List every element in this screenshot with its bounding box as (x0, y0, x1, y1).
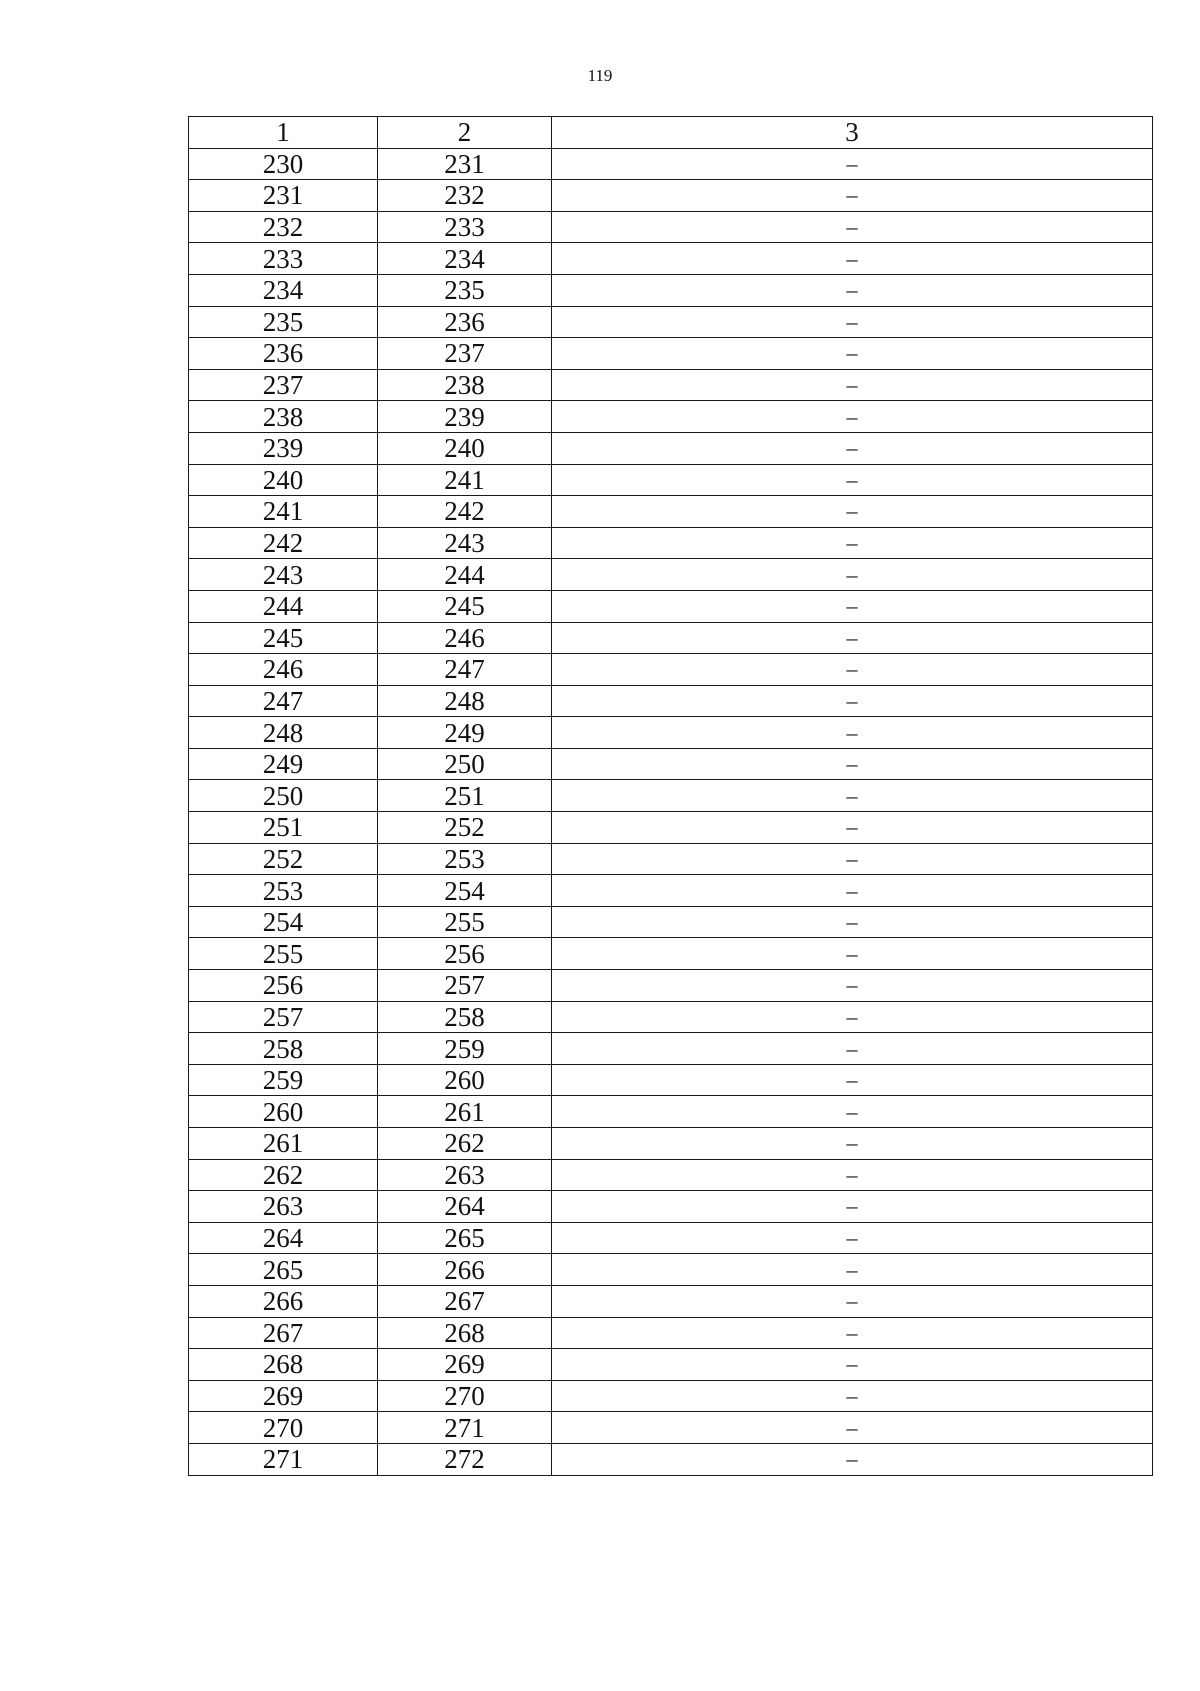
table-cell-col-3: – (552, 780, 1153, 812)
table-cell-col-3: – (552, 274, 1153, 306)
column-header-2: 2 (378, 117, 552, 149)
table-cell-col-3: – (552, 1191, 1153, 1223)
table-cell-col-2: 244 (378, 559, 552, 591)
table-cell-col-1: 262 (189, 1159, 378, 1191)
table-cell-col-2: 262 (378, 1128, 552, 1160)
table-cell-col-3: – (552, 970, 1153, 1002)
table-cell-col-2: 251 (378, 780, 552, 812)
table-cell-col-3: – (552, 1128, 1153, 1160)
table-cell-col-3: – (552, 938, 1153, 970)
table-cell-col-3: – (552, 1001, 1153, 1033)
table-row (189, 1222, 1153, 1254)
table-row (189, 1349, 1153, 1381)
table-row (189, 1443, 1153, 1475)
table-cell-col-3: – (552, 496, 1153, 528)
table-cell-col-1: 266 (189, 1285, 378, 1317)
table-cell-col-1: 271 (189, 1443, 378, 1475)
data-table (188, 116, 1153, 1476)
table-cell-col-2: 236 (378, 306, 552, 338)
table-row (189, 369, 1153, 401)
table-cell-col-1: 251 (189, 812, 378, 844)
table-cell-col-3: – (552, 1380, 1153, 1412)
table-cell-col-1: 240 (189, 464, 378, 496)
table-row (189, 401, 1153, 433)
table-cell-col-1: 260 (189, 1096, 378, 1128)
table-cell-col-2: 265 (378, 1222, 552, 1254)
table-cell-col-3: – (552, 906, 1153, 938)
table-cell-col-2: 255 (378, 906, 552, 938)
table-cell-col-2: 237 (378, 338, 552, 370)
table-cell-col-3: – (552, 369, 1153, 401)
table-cell-col-1: 244 (189, 590, 378, 622)
table-cell-col-2: 259 (378, 1033, 552, 1065)
table-cell-col-1: 255 (189, 938, 378, 970)
table-row (189, 243, 1153, 275)
table-cell-col-2: 254 (378, 875, 552, 907)
table-cell-col-3: – (552, 148, 1153, 180)
table-cell-col-3: – (552, 1064, 1153, 1096)
table-row (189, 685, 1153, 717)
table-row (189, 148, 1153, 180)
table-cell-col-2: 267 (378, 1285, 552, 1317)
table-row (189, 970, 1153, 1002)
table-cell-col-2: 238 (378, 369, 552, 401)
table-cell-col-1: 249 (189, 748, 378, 780)
table-cell-col-1: 239 (189, 432, 378, 464)
table-cell-col-3: – (552, 1254, 1153, 1286)
table-cell-col-2: 272 (378, 1443, 552, 1475)
page-number: 119 (587, 66, 613, 85)
table-cell-col-3: – (552, 685, 1153, 717)
table-row (189, 1254, 1153, 1286)
table-row (189, 1001, 1153, 1033)
table-cell-col-2: 269 (378, 1349, 552, 1381)
table-cell-col-1: 268 (189, 1349, 378, 1381)
table-cell-col-3: – (552, 464, 1153, 496)
table-row (189, 1412, 1153, 1444)
table-row (189, 1064, 1153, 1096)
table-row (189, 906, 1153, 938)
column-header-1: 1 (189, 117, 378, 149)
table-cell-col-1: 247 (189, 685, 378, 717)
table-row (189, 717, 1153, 749)
table-cell-col-3: – (552, 1033, 1153, 1065)
table-cell-col-3: – (552, 401, 1153, 433)
table-cell-col-1: 237 (189, 369, 378, 401)
table-cell-col-1: 269 (189, 1380, 378, 1412)
table-cell-col-1: 248 (189, 717, 378, 749)
table-cell-col-2: 268 (378, 1317, 552, 1349)
table-cell-col-1: 232 (189, 211, 378, 243)
table-cell-col-2: 233 (378, 211, 552, 243)
table-cell-col-3: – (552, 211, 1153, 243)
table-cell-col-1: 231 (189, 180, 378, 212)
table-cell-col-3: – (552, 875, 1153, 907)
table-row (189, 748, 1153, 780)
table-row (189, 306, 1153, 338)
table-cell-col-3: – (552, 180, 1153, 212)
table-row (189, 780, 1153, 812)
table-row (189, 843, 1153, 875)
table-cell-col-1: 246 (189, 654, 378, 686)
table-cell-col-1: 267 (189, 1317, 378, 1349)
table-cell-col-2: 253 (378, 843, 552, 875)
table-row (189, 180, 1153, 212)
table-cell-col-3: – (552, 559, 1153, 591)
table-cell-col-2: 239 (378, 401, 552, 433)
table-cell-col-3: – (552, 843, 1153, 875)
table-cell-col-1: 241 (189, 496, 378, 528)
table-cell-col-2: 235 (378, 274, 552, 306)
table-cell-col-1: 253 (189, 875, 378, 907)
table-cell-col-3: – (552, 748, 1153, 780)
table-cell-col-1: 265 (189, 1254, 378, 1286)
table-cell-col-1: 235 (189, 306, 378, 338)
table-row (189, 1128, 1153, 1160)
column-header-3: 3 (552, 117, 1153, 149)
table-cell-col-2: 250 (378, 748, 552, 780)
table-cell-col-1: 264 (189, 1222, 378, 1254)
table-cell-col-3: – (552, 1159, 1153, 1191)
table-cell-col-1: 236 (189, 338, 378, 370)
table-cell-col-2: 245 (378, 590, 552, 622)
table-cell-col-1: 243 (189, 559, 378, 591)
table-row (189, 1317, 1153, 1349)
table-cell-col-2: 252 (378, 812, 552, 844)
table-row (189, 496, 1153, 528)
table-cell-col-1: 252 (189, 843, 378, 875)
table-cell-col-2: 271 (378, 1412, 552, 1444)
table-row (189, 938, 1153, 970)
table-cell-col-1: 258 (189, 1033, 378, 1065)
table-cell-col-3: – (552, 812, 1153, 844)
table-cell-col-3: – (552, 717, 1153, 749)
table-row (189, 1159, 1153, 1191)
table-cell-col-2: 243 (378, 527, 552, 559)
table-cell-col-3: – (552, 1285, 1153, 1317)
table-cell-col-2: 263 (378, 1159, 552, 1191)
table-cell-col-1: 242 (189, 527, 378, 559)
table-cell-col-2: 249 (378, 717, 552, 749)
table-cell-col-3: – (552, 306, 1153, 338)
table-cell-col-3: – (552, 1222, 1153, 1254)
table-row (189, 559, 1153, 591)
table-cell-col-1: 250 (189, 780, 378, 812)
table-cell-col-1: 256 (189, 970, 378, 1002)
table-row (189, 432, 1153, 464)
table-cell-col-2: 240 (378, 432, 552, 464)
table-row (189, 464, 1153, 496)
table-cell-col-1: 259 (189, 1064, 378, 1096)
table-cell-col-2: 232 (378, 180, 552, 212)
table-cell-col-2: 231 (378, 148, 552, 180)
table-row (189, 1380, 1153, 1412)
table-row (189, 812, 1153, 844)
table-cell-col-2: 242 (378, 496, 552, 528)
table-cell-col-1: 245 (189, 622, 378, 654)
table-cell-col-3: – (552, 243, 1153, 275)
table-cell-col-3: – (552, 338, 1153, 370)
table-cell-col-3: – (552, 432, 1153, 464)
table-cell-col-2: 270 (378, 1380, 552, 1412)
table-row (189, 527, 1153, 559)
table-cell-col-2: 266 (378, 1254, 552, 1286)
table-cell-col-3: – (552, 1412, 1153, 1444)
table-cell-col-2: 234 (378, 243, 552, 275)
table-cell-col-1: 230 (189, 148, 378, 180)
table-cell-col-2: 256 (378, 938, 552, 970)
table-cell-col-3: – (552, 622, 1153, 654)
table-row (189, 1191, 1153, 1223)
table-cell-col-1: 238 (189, 401, 378, 433)
table-cell-col-1: 257 (189, 1001, 378, 1033)
table-row (189, 654, 1153, 686)
table-row (189, 211, 1153, 243)
table-cell-col-3: – (552, 1443, 1153, 1475)
header-row (189, 117, 1153, 149)
table-cell-col-1: 234 (189, 274, 378, 306)
table-row (189, 590, 1153, 622)
table-body (189, 148, 1153, 1475)
table-cell-col-3: – (552, 1349, 1153, 1381)
table-row (189, 1285, 1153, 1317)
table-cell-col-1: 263 (189, 1191, 378, 1223)
table-cell-col-3: – (552, 590, 1153, 622)
table-cell-col-2: 261 (378, 1096, 552, 1128)
table-cell-col-3: – (552, 527, 1153, 559)
table-row (189, 875, 1153, 907)
table-row (189, 1033, 1153, 1065)
table-cell-col-3: – (552, 654, 1153, 686)
table-cell-col-2: 248 (378, 685, 552, 717)
table-row (189, 274, 1153, 306)
table-cell-col-2: 260 (378, 1064, 552, 1096)
table-cell-col-3: – (552, 1096, 1153, 1128)
table-row (189, 1096, 1153, 1128)
data-table-container (188, 116, 1152, 1476)
table-cell-col-2: 258 (378, 1001, 552, 1033)
table-cell-col-2: 257 (378, 970, 552, 1002)
table-cell-col-1: 233 (189, 243, 378, 275)
table-row (189, 622, 1153, 654)
table-cell-col-2: 246 (378, 622, 552, 654)
table-cell-col-1: 261 (189, 1128, 378, 1160)
table-cell-col-2: 241 (378, 464, 552, 496)
table-row (189, 338, 1153, 370)
table-cell-col-1: 254 (189, 906, 378, 938)
table-cell-col-3: – (552, 1317, 1153, 1349)
table-cell-col-1: 270 (189, 1412, 378, 1444)
table-cell-col-2: 247 (378, 654, 552, 686)
table-cell-col-2: 264 (378, 1191, 552, 1223)
